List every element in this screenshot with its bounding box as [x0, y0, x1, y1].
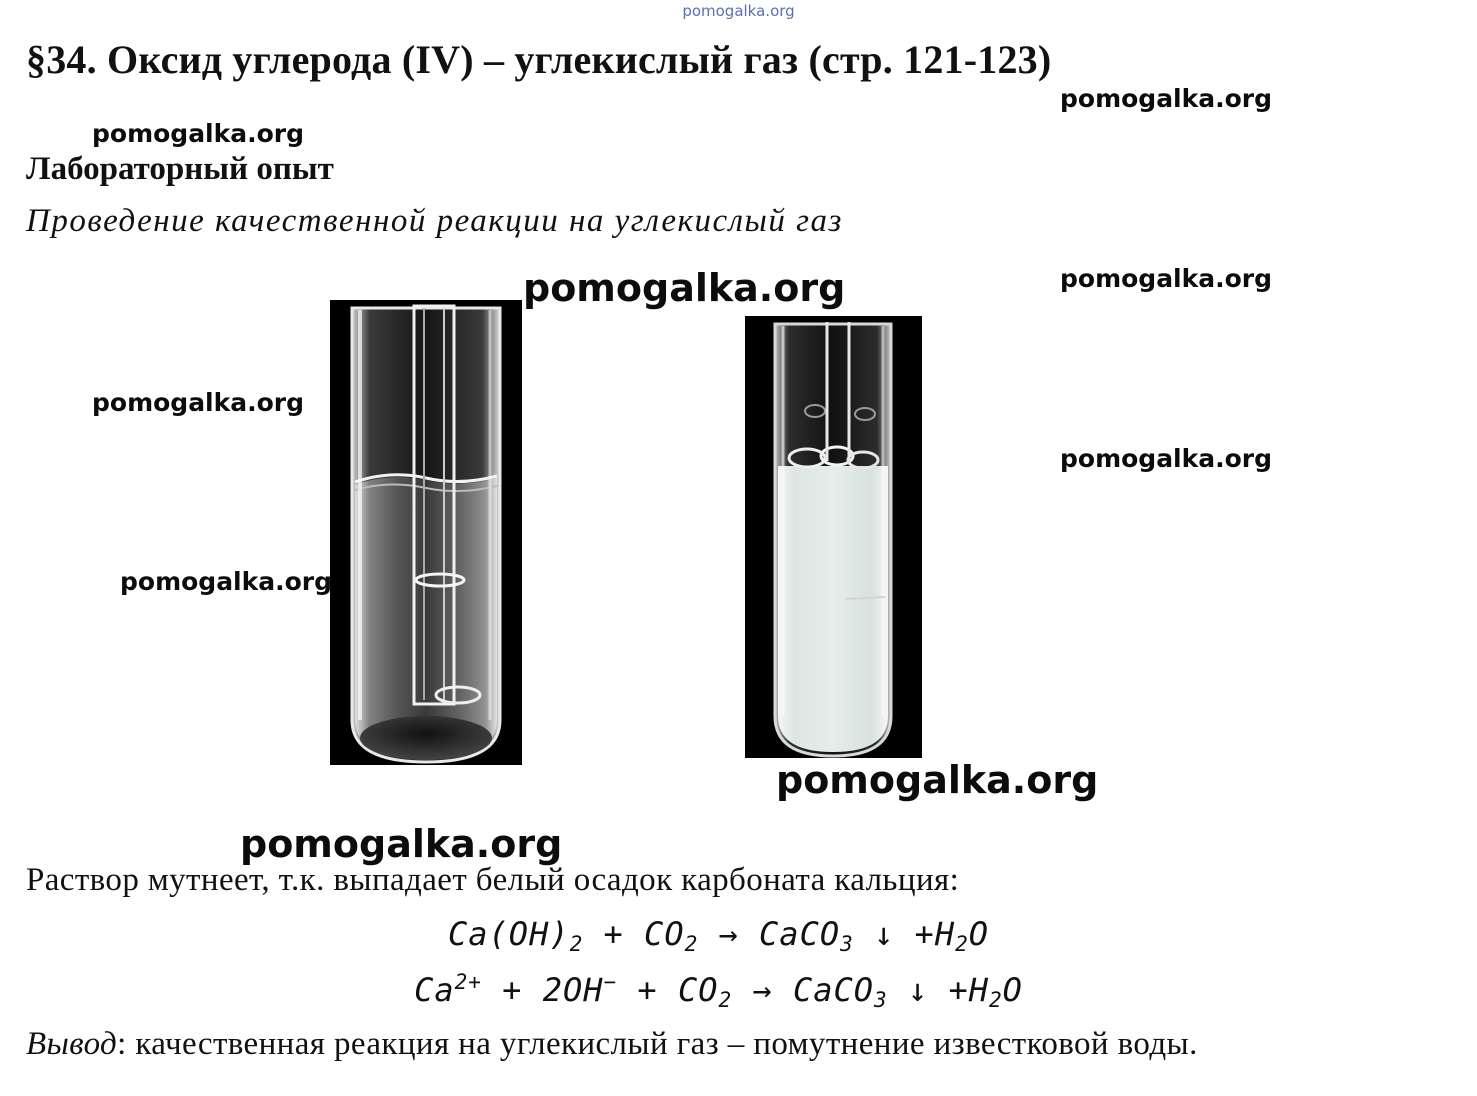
eq-operator: +: [617, 971, 678, 1009]
eq-subscript: 2: [955, 932, 969, 956]
eq-term: O: [968, 915, 989, 953]
eq-operator: ↓ +: [887, 971, 969, 1009]
molecular-equation: [0, 915, 1437, 956]
eq-term: (OH): [488, 915, 570, 953]
eq-subscript: 3: [840, 932, 854, 956]
lab-heading: Лабораторный опыт: [26, 151, 334, 187]
cloudy-test-tube-photo: [745, 316, 922, 758]
eq-term: Ca: [414, 971, 455, 1009]
cloudy-test-tube-image: [745, 316, 922, 758]
watermark-top: pomogalka.org: [682, 2, 795, 20]
eq-term: CaCO: [759, 915, 841, 953]
eq-term: CO: [677, 971, 719, 1009]
clear-test-tube-image: [330, 300, 522, 765]
eq-subscript: 3: [874, 988, 888, 1012]
page-title: §34. Оксид углерода (IV) – углекислый газ (стр. 121-123): [26, 37, 1052, 82]
eq-term: Ca: [448, 915, 489, 953]
conclusion-label: Вывод: [26, 1026, 118, 1062]
eq-operator: +: [583, 915, 645, 953]
watermark: pomogalka.org: [240, 822, 563, 866]
eq-term: O: [1002, 971, 1023, 1009]
eq-term: 2OH: [542, 971, 604, 1009]
conclusion: [26, 1026, 1198, 1063]
eq-subscript: 2: [718, 988, 733, 1012]
eq-term: H: [968, 971, 989, 1009]
eq-term: H: [934, 915, 956, 953]
watermark: pomogalka.org: [120, 567, 333, 596]
watermark: pomogalka.org: [92, 388, 305, 417]
eq-subscript: 2: [569, 932, 584, 956]
clear-test-tube-photo: [330, 300, 522, 765]
eq-arrow: →: [732, 971, 793, 1009]
ionic-equation: [0, 970, 1437, 1012]
watermark: pomogalka.org: [1060, 84, 1273, 113]
eq-operator: +: [481, 971, 543, 1009]
watermark: pomogalka.org: [1060, 444, 1273, 473]
eq-superscript: −: [603, 970, 618, 994]
watermark: pomogalka.org: [776, 758, 1099, 802]
eq-subscript: 2: [988, 988, 1003, 1012]
eq-superscript: 2+: [454, 970, 482, 994]
watermark: pomogalka.org: [1060, 264, 1273, 293]
conclusion-text: : качественная реакция на углекислый газ – помутнение известковой воды.: [117, 1026, 1198, 1062]
eq-operator: ↓ +: [853, 915, 935, 953]
watermark: pomogalka.org: [92, 119, 305, 148]
eq-term: CO: [644, 915, 685, 953]
result-text: Раствор мутнеет, т.к. выпадает белый осадок карбоната кальция:: [26, 862, 960, 898]
watermark: pomogalka.org: [523, 266, 846, 310]
eq-subscript: 2: [684, 932, 699, 956]
eq-arrow: →: [698, 915, 760, 953]
eq-term: CaCO: [792, 971, 874, 1009]
lab-subtitle: Проведение качественной реакции на углекислый газ: [26, 203, 843, 239]
